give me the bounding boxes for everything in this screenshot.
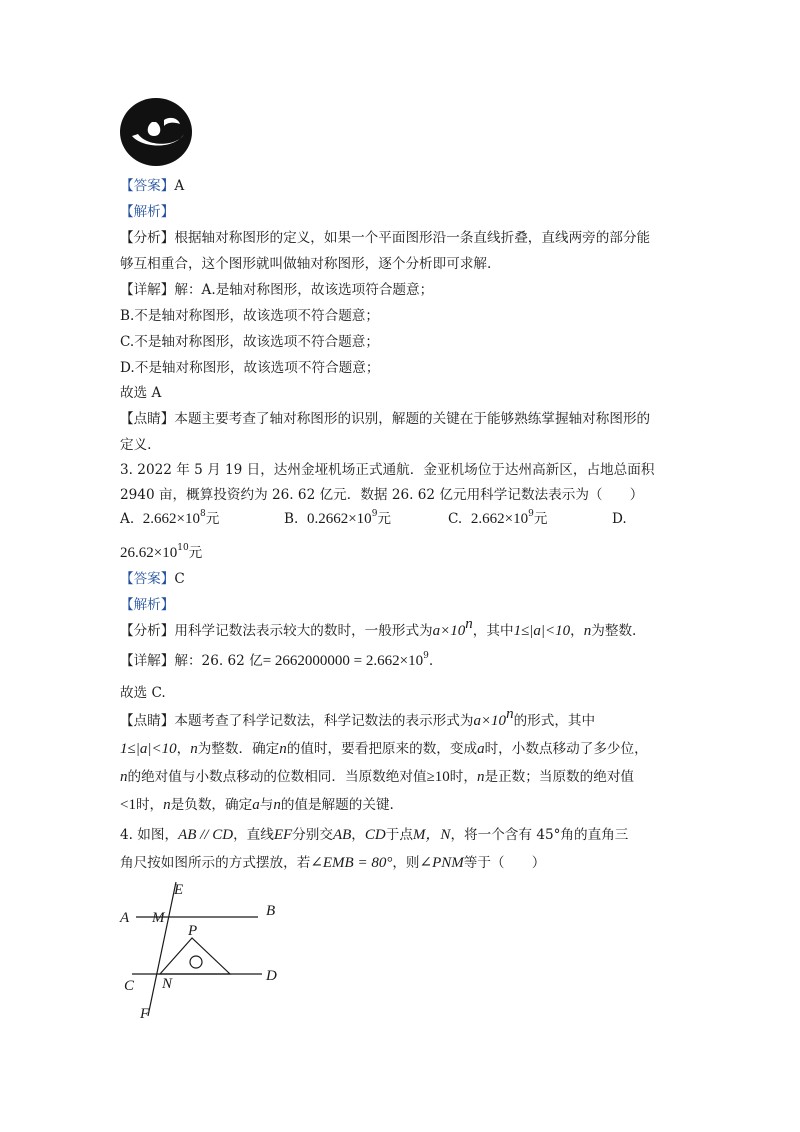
label-a: A <box>120 910 130 926</box>
q3-option-d: $26.62\times 10^{10}$元 <box>120 543 203 561</box>
q3-point-line-1: 【点睛】本题考查了科学记数法，科学记数法的表示形式为$a\times 10^n$的形式，其中 <box>120 706 596 729</box>
label-p: P <box>188 923 198 939</box>
label-b: B <box>266 903 276 919</box>
q3-option-c: C. $2.662\times 10^9$元 <box>448 509 548 527</box>
q3-choose: 故选 C. <box>120 685 166 701</box>
q2-detail-line-1 <box>120 281 433 299</box>
q2-point-line-2: 定义. <box>120 437 152 453</box>
q2-point-text-1: 本题主要考查了轴对称图形的识别，解题的关键在于能够熟练掌握轴对称图形的 <box>174 411 651 427</box>
q2-answer-line <box>120 177 184 195</box>
label-f: F <box>140 1006 150 1022</box>
q3-point-line-2: 1≤|a|<10，n为整数．确定n的值时，要看把原来的数，变成a时，小数点移动了多少位， <box>120 741 648 757</box>
line-ef <box>148 882 176 1016</box>
label-n: N <box>162 976 173 992</box>
q3-detail-line: 【详解】解：26. 62 亿= $2662000000 = 2.662\times 10^9$. <box>120 651 434 669</box>
set-square-hole <box>190 956 202 968</box>
q3-stem-line-1: 3. 2022 年 5 月 19 日，达州金垭机场正式通航．金亚机场位于达州高新区，占地总面积 <box>120 462 655 478</box>
q3-analysis-line: 【解析】 <box>120 597 175 613</box>
q3-stem-line-2: 2940 亩，概算投资约为 26. 62 亿元．数据 26. 62 亿元用科学记数法表示为（ ） <box>120 487 644 503</box>
q3-answer-line: 【答案】C <box>120 571 185 587</box>
label-d: D <box>266 968 277 984</box>
symbol-figure <box>118 96 196 168</box>
q2-detail-line-4: D.不是轴对称图形，故该选项不符合题意； <box>120 360 380 376</box>
q3-option-d-label: D. <box>612 511 627 527</box>
fenxi-tag: 【分析】 <box>120 230 175 246</box>
q2-detail-line-2: B.不是轴对称图形，故该选项不符合题意； <box>120 308 379 324</box>
q2-detail-text-1: 解：A.是轴对称图形，故该选项符合题意； <box>174 282 434 298</box>
q4-stem-line-1: 4. 如图，AB // CD，直线EF分别交AB，CD于点M，N，将一个含有 45°角的直角三 <box>120 827 629 843</box>
label-m: M <box>152 910 165 926</box>
q4-stem-line-2: 角尺按如图所示的方式摆放，若∠EMB = 80°，则∠PNM等于（ ） <box>120 855 546 871</box>
q3-option-a: A. $2.662\times 10^8$元 <box>120 509 220 527</box>
q2-choose: 故选 A <box>120 385 162 401</box>
q2-point-line-1 <box>120 410 650 428</box>
q2-fenxi-line-2: 够互相重合，这个图形就叫做轴对称图形，逐个分析即可求解. <box>120 256 492 272</box>
answer-tag: 【答案】 <box>120 178 175 194</box>
q4-geometry-figure <box>118 876 298 1026</box>
q3-option-b: B. $0.2662\times 10^9$元 <box>284 509 392 527</box>
analysis-tag: 【解析】 <box>120 204 175 220</box>
q2-detail-line-3: C.不是轴对称图形，故该选项不符合题意； <box>120 334 379 350</box>
xiangjie-tag: 【详解】 <box>120 282 175 298</box>
q2-fenxi-line-1 <box>120 229 650 247</box>
label-e: E <box>174 882 184 898</box>
label-c: C <box>124 978 135 994</box>
dianjing-tag: 【点睛】 <box>120 411 175 427</box>
q3-fenxi-line: 【分析】用科学记数法表示较大的数时，一般形式为$a\times 10^n$，其中1≤|a|<10，n为整数. <box>120 616 637 639</box>
q2-fenxi-text-1: 根据轴对称图形的定义，如果一个平面图形沿一条直线折叠，直线两旁的部分能 <box>174 230 651 246</box>
q3-point-line-3: n的绝对值与小数点移动的位数相同．当原数绝对值≥10时，n是正数；当原数的绝对值 <box>120 769 635 785</box>
q2-answer: A <box>174 178 185 194</box>
q3-point-line-4: <1时，n是负数，确定a与n的值是解题的关键. <box>120 797 394 813</box>
q2-analysis-line <box>120 203 174 221</box>
q3-answer: C <box>174 571 185 587</box>
